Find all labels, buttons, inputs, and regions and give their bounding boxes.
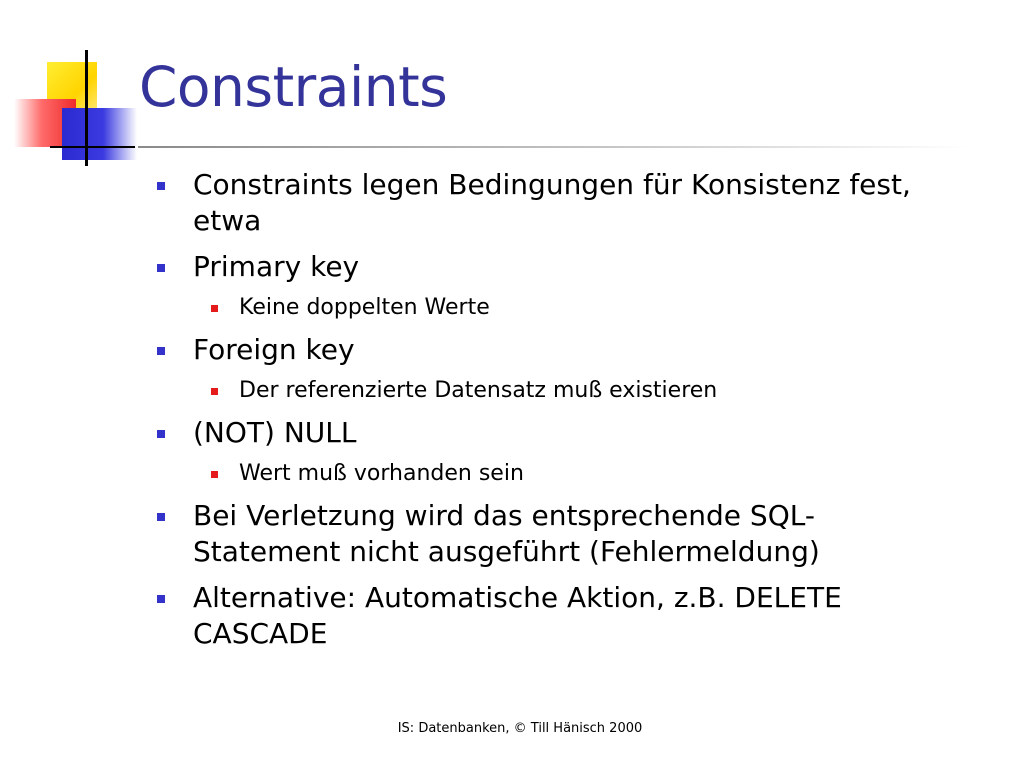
slide-title: Constraints <box>139 55 448 119</box>
bullet-item <box>193 580 913 652</box>
bullet-item <box>193 249 983 285</box>
sub-bullet-item <box>239 294 979 322</box>
sub-bullet-item <box>239 377 979 405</box>
bullet-item <box>193 498 893 570</box>
sub-bullet-marker <box>211 388 218 395</box>
bullet-item <box>193 167 983 239</box>
bullet-text: (NOT) NULL <box>193 416 357 449</box>
sub-bullet-item <box>239 460 979 488</box>
bullet-text: Primary key <box>193 250 360 283</box>
bullet-marker <box>157 347 165 355</box>
sub-bullet-text: Wert muß vorhanden sein <box>239 461 524 486</box>
bullet-item <box>193 332 983 368</box>
bullet-text: Alternative: Automatische Aktion, z.B. DELETE CASCADE <box>193 581 842 650</box>
bullet-text: Foreign key <box>193 333 355 366</box>
slide-footer: IS: Datenbanken, © Till Hänisch 2000 <box>397 721 643 736</box>
sub-bullet-marker <box>211 471 218 478</box>
bullet-marker <box>157 595 165 603</box>
bullet-marker <box>157 430 165 438</box>
bullet-text: Constraints legen Bedingungen für Konsistenz fest, etwa <box>193 168 911 237</box>
bullet-marker <box>157 264 165 272</box>
bullet-marker <box>157 513 165 521</box>
bullet-text: Bei Verletzung wird das entsprechende SQL-Statement nicht ausgeführt (Fehlermeldung) <box>193 499 820 568</box>
sub-bullet-text: Keine doppelten Werte <box>239 295 490 320</box>
bullet-marker <box>157 182 165 190</box>
sub-bullet-marker <box>211 305 218 312</box>
sub-bullet-text: Der referenzierte Datensatz muß existieren <box>239 378 718 403</box>
bullet-item <box>193 415 983 451</box>
